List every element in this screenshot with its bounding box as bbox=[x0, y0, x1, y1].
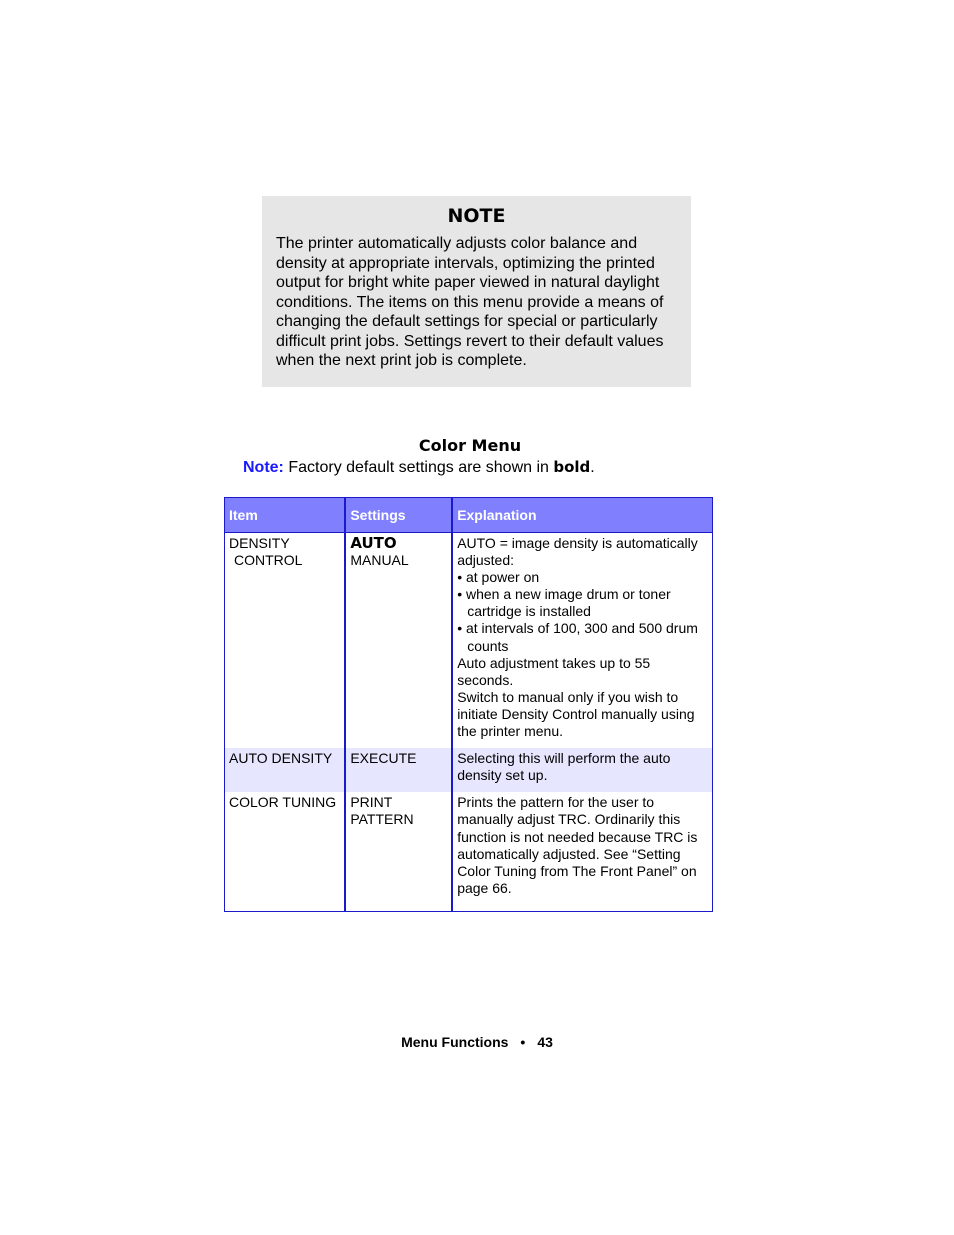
footer-separator: • bbox=[520, 1034, 526, 1050]
note-text: Factory default settings are shown in bbox=[288, 459, 549, 476]
header-settings: Settings bbox=[345, 498, 452, 533]
explanation-line: Auto adjustment takes up to 55 seconds. bbox=[457, 654, 651, 688]
table-row-auto-density bbox=[225, 748, 713, 792]
item-cell: AUTO DENSITY bbox=[225, 748, 346, 792]
bullet-item: • at intervals of 100, 300 and 500 drum bbox=[457, 620, 698, 637]
bullet-item: • at power on bbox=[457, 569, 540, 586]
explanation-line: AUTO = image density is automatically adjusted: bbox=[457, 535, 698, 569]
table-row-density-control bbox=[225, 533, 713, 749]
note-body: The printer automatically adjusts color balance and density at appropriate intervals, optimizing the printed output for bright white paper viewed in natural daylight conditions. The items on this menu provide a means of changing the default settings for special or particularly difficult print jobs. Settings revert to their default values when the next print job is complete. bbox=[276, 235, 664, 369]
bullet-continuation: counts bbox=[467, 637, 509, 654]
setting-line: PRINT bbox=[350, 794, 393, 811]
explanation-cell: Prints the pattern for the user to manually adjust TRC. Ordinarily this function is not needed because TRC is automatically adjusted. See “Setting Color Tuning from The Front Panel” on page 66. bbox=[452, 792, 712, 911]
default-setting: AUTO bbox=[350, 534, 397, 552]
page-number: 43 bbox=[537, 1034, 553, 1050]
item-line: CONTROL bbox=[234, 552, 303, 569]
note-box bbox=[262, 196, 691, 387]
footer-section: Menu Functions bbox=[401, 1034, 509, 1050]
note-label: Note: bbox=[243, 459, 284, 476]
item-cell bbox=[225, 533, 346, 749]
bold-word: bold bbox=[553, 458, 591, 476]
setting-line: PATTERN bbox=[350, 811, 414, 828]
settings-cell bbox=[345, 792, 452, 911]
item-cell: COLOR TUNING bbox=[229, 794, 337, 811]
settings-cell: EXECUTE bbox=[345, 748, 452, 792]
explanation-cell: Selecting this will perform the auto density set up. bbox=[452, 748, 712, 792]
bullet-item: • when a new image drum or toner bbox=[457, 586, 671, 603]
color-menu-table bbox=[224, 497, 713, 912]
note-title: NOTE bbox=[447, 205, 506, 227]
table-row-color-tuning bbox=[225, 792, 713, 911]
page-footer bbox=[0, 1034, 954, 1050]
explanation-cell bbox=[452, 533, 712, 749]
header-explanation: Explanation bbox=[452, 498, 712, 533]
note-period: . bbox=[590, 459, 595, 476]
table-header-row bbox=[225, 498, 713, 533]
explanation-line: Switch to manual only if you wish to initiate Density Control manually using the printer menu. bbox=[457, 688, 695, 740]
setting-option: MANUAL bbox=[350, 552, 409, 569]
bullet-continuation: cartridge is installed bbox=[467, 603, 591, 620]
header-item: Item bbox=[225, 498, 346, 533]
settings-cell bbox=[345, 533, 452, 749]
default-settings-note bbox=[243, 458, 595, 477]
item-line: DENSITY bbox=[229, 535, 290, 551]
section-title: Color Menu bbox=[418, 436, 522, 455]
